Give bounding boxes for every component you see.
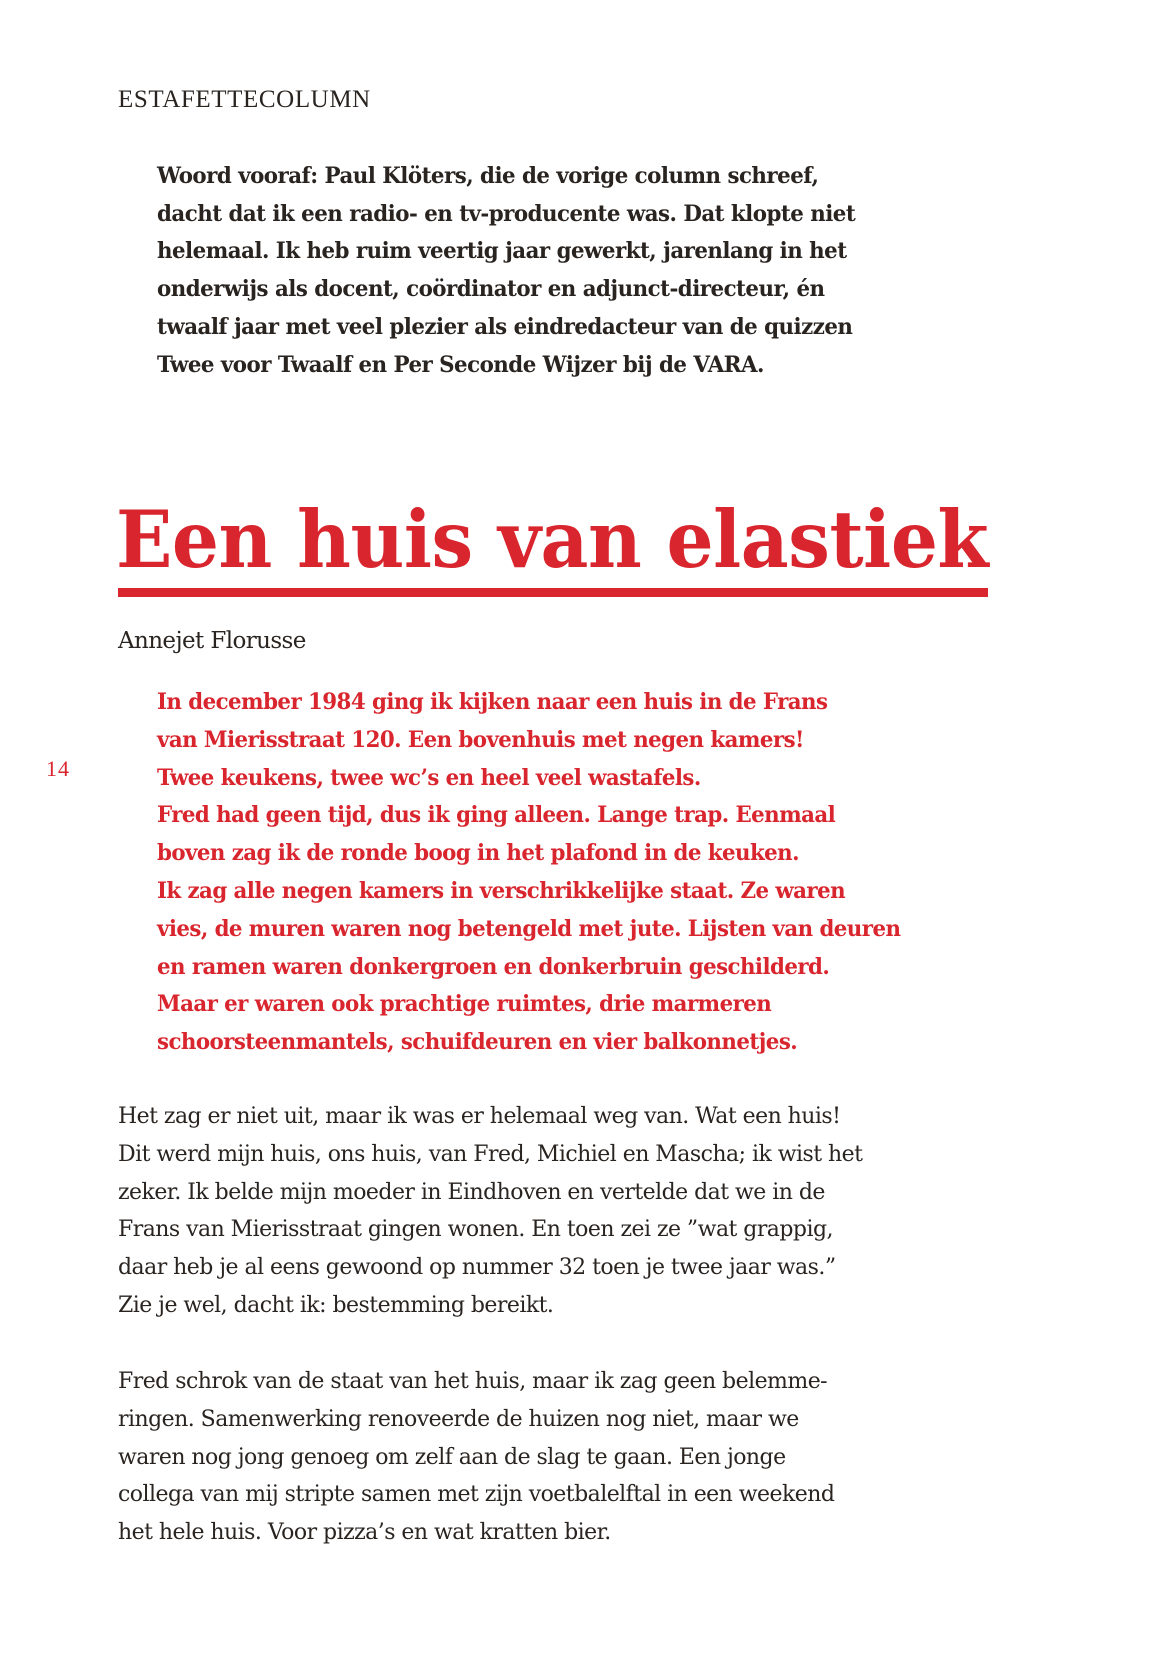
lead-line: Twee keukens, twee wc’s en heel veel wastafels.	[157, 764, 701, 791]
lead-line: vies, de muren waren nog betengeld met jute. Lijsten van deuren	[157, 915, 901, 942]
body-line: zeker. Ik belde mijn moeder in Eindhoven en vertelde dat we in de	[118, 1178, 825, 1205]
intro-line: twaalf jaar met veel plezier als eindredacteur van de quizzen	[157, 313, 853, 340]
article-title: Een huis van elastiek	[116, 493, 989, 586]
body-line: Dit werd mijn huis, ons huis, van Fred, Michiel en Mascha; ik wist het	[118, 1140, 863, 1167]
article-author: Annejet Florusse	[118, 628, 306, 654]
lead-line: Maar er waren ook prachtige ruimtes, drie marmeren	[157, 991, 772, 1018]
body-line: daar heb je al eens gewoond op nummer 32 toen je twee jaar was.”	[118, 1254, 836, 1281]
intro-line: Woord vooraf: Paul Klöters, die de vorige column schreef,	[157, 163, 819, 189]
page-number: 14	[46, 756, 70, 781]
intro-line: helemaal. Ik heb ruim veertig jaar gewerkt, jarenlang in het	[157, 238, 847, 265]
lead-line: Ik zag alle negen kamers in verschrikkelijke staat. Ze waren	[157, 877, 846, 904]
body-line: Fred schrok van de staat van het huis, maar ik zag geen belemme-	[118, 1368, 828, 1394]
intro-line: Twee voor Twaalf en Per Seconde Wijzer bij de VARA.	[157, 351, 764, 378]
intro-note	[157, 158, 1037, 384]
intro-line: dacht dat ik een radio- en tv-producente was. Dat klopte niet	[157, 200, 856, 227]
article-lead	[157, 684, 1037, 1062]
lead-line: schoorsteenmantels, schuifdeuren en vier balkonnetjes.	[157, 1029, 798, 1056]
body-line: ringen. Samenwerking renoveerde de huizen nog niet, maar we	[118, 1405, 799, 1432]
lead-line: In december 1984 ging ik kijken naar een huis in de Frans	[157, 689, 828, 715]
body-line: collega van mij stripte samen met zijn voetbalelftal in een weekend	[118, 1481, 835, 1508]
body-line: Het zag er niet uit, maar ik was er helemaal weg van. Wat een huis!	[118, 1103, 841, 1129]
body-line: waren nog jong genoeg om zelf aan de slag te gaan. Een jonge	[118, 1443, 786, 1470]
body-paragraph-2	[118, 1363, 1018, 1552]
section-label: ESTAFETTECOLUMN	[118, 86, 371, 113]
lead-line: van Mierisstraat 120. Een bovenhuis met negen kamers!	[157, 726, 804, 753]
lead-line: en ramen waren donkergroen en donkerbruin geschilderd.	[157, 953, 830, 980]
intro-line: onderwijs als docent, coördinator en adjunct-directeur, én	[157, 276, 825, 303]
lead-line: boven zag ik de ronde boog in het plafond in de keuken.	[157, 840, 800, 867]
title-underline	[118, 588, 988, 597]
lead-line: Fred had geen tijd, dus ik ging alleen. Lange trap. Eenmaal	[157, 802, 836, 829]
body-line: het hele huis. Voor pizza’s en wat kratten bier.	[118, 1519, 611, 1546]
body-paragraph-1	[118, 1098, 1018, 1325]
body-line: Frans van Mierisstraat gingen wonen. En toen zei ze ”wat grappig,	[118, 1216, 833, 1243]
body-line: Zie je wel, dacht ik: bestemming bereikt.	[118, 1291, 554, 1318]
